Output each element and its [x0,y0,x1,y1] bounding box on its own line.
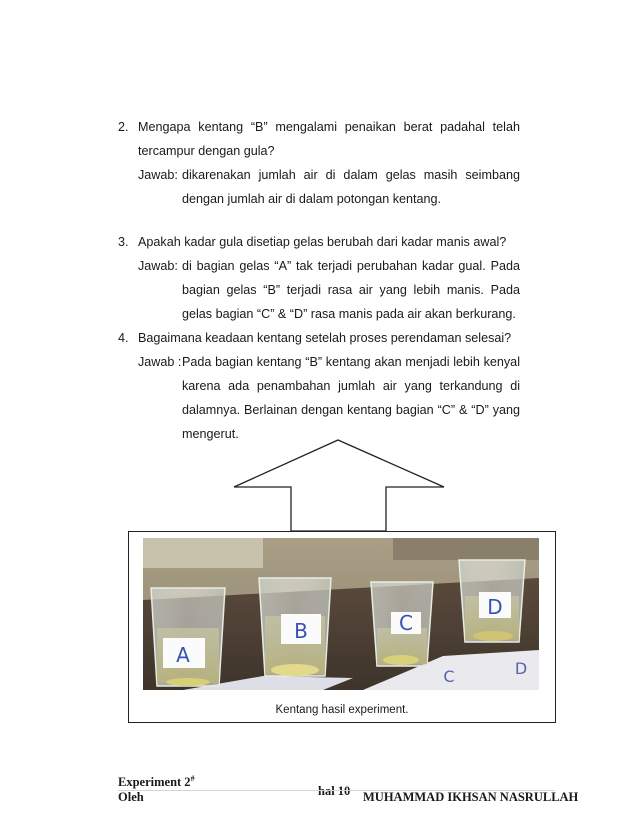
q2-answer-line1: dikarenakan jumlah air di dalam gelas masih seimbang [182,168,520,182]
q3-question-line1: Apakah kadar gula disetiap gelas berubah dari kadar manis awal? [138,235,507,249]
q4-answer-line1: Pada bagian kentang “B” kentang akan menjadi lebih kenyal [182,355,520,369]
cup-label-d: D [487,595,503,619]
q4-answer-line4: mengerut. [182,427,239,441]
q2-number: 2. [118,120,129,134]
q2-answer-line2: dengan jumlah air di dalam potongan kentang. [182,192,442,206]
footer-experiment [118,774,195,790]
q3-answer-line1: di bagian gelas “A” tak terjadi perubahan kadar gual. Pada [182,259,520,273]
footer-by: Oleh [118,790,144,804]
footer-author: MUHAMMAD IKHSAN NASRULLAH [363,790,579,804]
q2-question-line2: tercampur dengan gula? [138,144,275,158]
footer-superscript: # [190,774,195,783]
paper-mark-c: C [443,667,455,686]
q4-answer-line3: dalamnya. Berlainan dengan kentang bagian “C” & “D” yang [182,403,520,417]
paper-mark-d: D [514,659,528,678]
q3-answer-line2: bagian gelas “B” terjadi rasa air yang lebih manis. Pada [182,283,520,297]
experiment-photo [143,538,539,690]
cup-label-c: C [399,611,413,635]
cup-label-a: A [176,643,190,667]
q3-number: 3. [118,235,129,249]
q3-answer-line3: gelas bagian “C” & “D” rasa manis pada air akan berkurang. [182,307,516,321]
q3-answer-label: Jawab: [138,259,178,273]
q2-answer-label: Jawab: [138,168,178,182]
cup-label-b: B [294,619,308,643]
figure-box [128,531,556,723]
figure-caption: Kentang hasil experiment. [275,704,409,716]
q4-number: 4. [118,331,129,345]
q4-answer-label: Jawab : [138,355,182,369]
footer-experiment-title: Experiment 2 [118,775,191,790]
q4-question-line1: Bagaimana keadaan kentang setelah proses perendaman selesai? [138,331,512,345]
q2-question-line1: Mengapa kentang “B” mengalami penaikan berat padahal telah [138,120,520,134]
q4-answer-line2: karena ada penambahan jumlah air yang terkandung di [182,379,520,393]
footer-page: hal 10 [318,784,351,798]
